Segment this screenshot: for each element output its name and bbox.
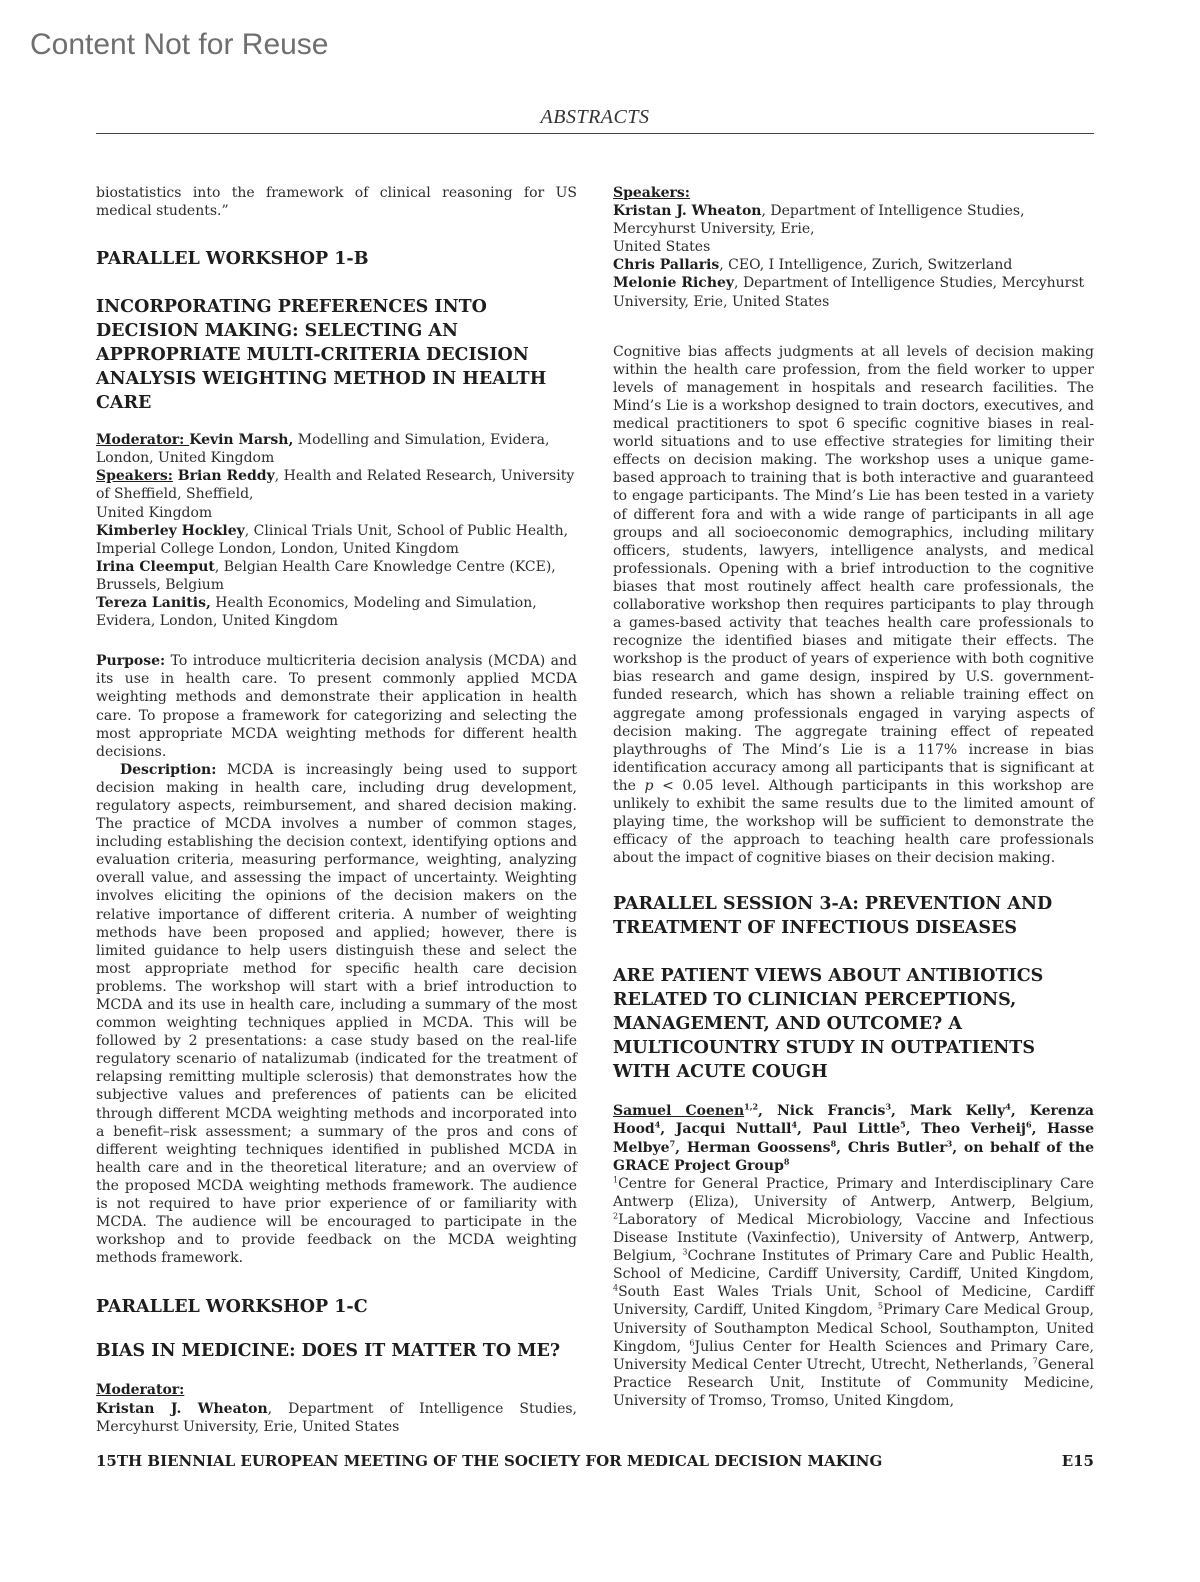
intro-tail: biostatistics into the framework of clinical reasoning for US medical students.” bbox=[96, 185, 577, 220]
speaker-name: Brian Reddy bbox=[172, 468, 275, 485]
author-affiliation-marker: 8 bbox=[830, 1137, 837, 1148]
author-affiliation-marker: 6 bbox=[1025, 1119, 1032, 1130]
author-affiliation-marker: 3 bbox=[946, 1137, 953, 1148]
speakers-label: Speakers: bbox=[96, 468, 173, 485]
p-value-symbol: p bbox=[644, 777, 654, 794]
header-rule bbox=[96, 133, 1094, 134]
moderator-affiliation: , Department of Intelligence Studies, Mercyhurst University, Erie, United States bbox=[96, 1400, 578, 1435]
author-name: , on behalf of the GRACE Project Group bbox=[613, 1139, 1094, 1174]
author-name: , Kerenza Hood bbox=[613, 1103, 1095, 1138]
affiliation-text: South East Wales Trials Unit, School of Medicine, Cardiff University, Cardiff, United Kingdom, bbox=[613, 1284, 1094, 1319]
left-column bbox=[96, 184, 577, 1436]
workshop-1c-heading: PARALLEL WORKSHOP 1-C bbox=[96, 1297, 368, 1318]
speaker-name: Kimberley Hockley bbox=[96, 522, 245, 539]
workshop-1c-moderator bbox=[96, 1381, 577, 1435]
affiliation-marker: 4 bbox=[613, 1283, 619, 1293]
workshop-1b-title: INCORPORATING PREFERENCES INTO DECISION MAKING: SELECTING AN APPROPRIATE MULTI-CRITERIA DECISION ANALYSIS WEIGHTING METHOD IN HEALTH CARE bbox=[96, 297, 547, 414]
author-affiliation-marker: 4 bbox=[1005, 1101, 1011, 1112]
speakers-label: Speakers: bbox=[613, 185, 690, 201]
watermark: Content Not for Reuse bbox=[30, 28, 329, 61]
description-label: Description: bbox=[120, 761, 217, 778]
author-affiliation-marker: 3 bbox=[885, 1101, 892, 1112]
running-head: ABSTRACTS bbox=[540, 106, 650, 128]
footer-page-number: E15 bbox=[1061, 1452, 1094, 1470]
speaker-name: Melonie Richey bbox=[613, 275, 735, 292]
right-column bbox=[613, 184, 1094, 1410]
author-name: Samuel Coenen bbox=[613, 1103, 745, 1120]
workshop-1b-heading: PARALLEL WORKSHOP 1-B bbox=[96, 249, 369, 270]
affiliation-text: General Practice Research Unit, Institute of Community Medicine, University of Tromso, Tromso, United Kingdom, bbox=[613, 1356, 1094, 1409]
speaker-affiliation: , CEO, I Intelligence, Zurich, Switzerland bbox=[719, 257, 1013, 274]
speaker-affiliation: , Health and Related Research, University of Sheffield, Sheffield, bbox=[96, 468, 575, 503]
speaker-name: Tereza Lanitis, bbox=[96, 595, 211, 612]
author-name: , Nick Francis bbox=[758, 1103, 886, 1120]
speaker-affiliation: , Belgian Health Care Knowledge Centre (KCE), Brussels, Belgium bbox=[96, 558, 556, 593]
workshop-1c-title: BIAS IN MEDICINE: DOES IT MATTER TO ME? bbox=[96, 1341, 561, 1362]
affiliation-text: Centre for General Practice, Primary and Interdisciplinary Care Antwerp (Eliza), University of Antwerp, Antwerp, Belgium, bbox=[613, 1175, 1094, 1210]
speaker-affiliation: United Kingdom bbox=[96, 504, 213, 521]
moderator-name: Kristan J. Wheaton bbox=[96, 1400, 268, 1417]
purpose-paragraph bbox=[96, 652, 577, 761]
moderator-label: Moderator: bbox=[96, 432, 190, 449]
affiliation-marker: 7 bbox=[1032, 1356, 1038, 1366]
affiliation-text: Julius Center for Health Sciences and Primary Care, University Medical Center Utrecht, Utrecht, Netherlands, bbox=[613, 1338, 1095, 1373]
author-list bbox=[613, 1102, 1094, 1174]
affiliation-text: Cochrane Institutes of Primary Care and Public Health, School of Medicine, Cardiff University, Cardiff, United Kingdom, bbox=[613, 1248, 1094, 1283]
author-name: , Hasse Melbye bbox=[613, 1121, 1095, 1156]
speaker-affiliation: , Department of Intelligence Studies, Mercyhurst University, Erie, United States bbox=[613, 275, 1085, 310]
affiliation-marker: 3 bbox=[682, 1247, 688, 1257]
speaker-affiliation: Health Economics, Modeling and Simulation, Evidera, London, United Kingdom bbox=[96, 595, 537, 630]
purpose-label: Purpose: bbox=[96, 653, 166, 670]
speaker-affiliation: United States bbox=[613, 239, 711, 256]
author-affiliation-marker: 8 bbox=[783, 1156, 790, 1166]
moderator-label: Moderator: bbox=[96, 1382, 185, 1399]
speaker-affiliation: , Clinical Trials Unit, School of Public Health, Imperial College London, London, United Kingdom bbox=[96, 522, 569, 557]
affiliation-marker: 6 bbox=[689, 1337, 695, 1347]
workshop-1c-body bbox=[613, 343, 1094, 868]
session-3a-heading: PARALLEL SESSION 3-A: PREVENTION AND TREATMENT OF INFECTIOUS DISEASES bbox=[613, 894, 1053, 939]
author-name: , Jacqui Nuttall bbox=[660, 1121, 792, 1138]
author-name: , Paul Little bbox=[797, 1121, 901, 1138]
affiliation-list bbox=[613, 1175, 1094, 1410]
author-affiliation-marker: 4 bbox=[654, 1119, 661, 1130]
affiliation-text: Primary Care Medical Group, University of Southampton Medical School, Southampton, United Kingdom, bbox=[613, 1302, 1094, 1355]
workshop-1b-people bbox=[96, 431, 577, 630]
speaker-name: Kristan J. Wheaton bbox=[613, 203, 762, 220]
moderator-affiliation: Modelling and Simulation, Evidera, London, United Kingdom bbox=[96, 432, 550, 467]
author-name: , Herman Goossens bbox=[675, 1139, 831, 1156]
moderator-name: Kevin Marsh, bbox=[189, 432, 294, 449]
affiliation-text: Laboratory of Medical Microbiology, Vaccine and Infectious Disease Institute (Vaxinfectio), University of Antwerp, Antwerp, Belgium, bbox=[613, 1211, 1094, 1265]
author-name: , Chris Butler bbox=[836, 1139, 947, 1156]
description-text: MCDA is increasingly being used to support decision making in health care, including drug development, regulatory aspects, reimbursement, and shared decision making. The practice of MCDA involves a number of common stages, including establishing the decision context, identifying options and evaluation criteria, measuring performance, weighting, analyzing overall value, and assessing the impact of uncertainty. Weighting involves eliciting the opinions of the decision makers on the relative importance of different criteria. A number of weighting methods have been proposed and applied; however, there is limited guidance to help users distinguish these and select the most appropriate method for specific health care decision problems. The workshop will start with a brief introduction to MCDA and its use in health care, including a summary of the most common weighting techniques applied in MCDA. This will be followed by 2 presentations: a case study based on the real-life regulatory scenario of natalizumab (indicated for the treatment of relapsing remitting multiple sclerosis) that demonstrates how the subjective values and preferences of patients can be elicited through different MCDA weighting methods and incorporated into a benefit–risk assessment; a summary of the pros and cons of different weighting techniques identified in published MCDA in health care and in the theoretical literature; and an overview of the proposed MCDA weighting methods framework. The audience is not required to have prior experience of or familiarity with MCDA. The audience will be encouraged to participate in the workshop and to provide feedback on the MCDA weighting methods framework. bbox=[96, 761, 577, 1267]
author-name: , Mark Kelly bbox=[891, 1103, 1006, 1120]
footer-meeting-title: 15TH BIENNIAL EUROPEAN MEETING OF THE SOCIETY FOR MEDICAL DECISION MAKING bbox=[96, 1452, 883, 1470]
body-text: < 0.05 level. Although participants in this workshop are unlikely to exhibit the same results due to the limited amount of playing time, the workshop will be sufficient to demonstrate the efficacy of the approach to teaching health care professionals about the impact of cognitive biases on their decision making. bbox=[613, 777, 1094, 867]
author-name: , Theo Verheij bbox=[905, 1121, 1026, 1138]
purpose-text: To introduce multicriteria decision analysis (MCDA) and its use in health care. To present commonly applied MCDA weighting methods and demonstrate their application in health care. To propose a framework for categorizing and selecting the most appropriate MCDA weighting methods for different health decisions. bbox=[96, 653, 577, 760]
workshop-1c-speakers bbox=[613, 184, 1094, 311]
author-affiliation-marker: 1,2 bbox=[744, 1101, 759, 1112]
speaker-name: Chris Pallaris bbox=[613, 257, 720, 274]
speaker-affiliation: , Department of Intelligence Studies, Mercyhurst University, Erie, bbox=[613, 203, 1025, 238]
author-affiliation-marker: 7 bbox=[669, 1137, 676, 1148]
session-3a-title: ARE PATIENT VIEWS ABOUT ANTIBIOTICS RELATED TO CLINICIAN PERCEPTIONS, MANAGEMENT, AND OUTCOME? A MULTICOUNTRY STUDY IN OUTPATIENTS WITH ACUTE COUGH bbox=[613, 966, 1044, 1083]
author-affiliation-marker: 4 bbox=[791, 1119, 798, 1130]
speaker-name: Irina Cleemput bbox=[96, 558, 215, 575]
affiliation-marker: 1 bbox=[613, 1175, 619, 1185]
affiliation-marker: 5 bbox=[877, 1301, 883, 1311]
body-text: Cognitive bias affects judgments at all levels of decision making within the health care profession, from the field worker to upper levels of management in hospitals and research facilities. The Mind’s Lie is a workshop designed to train doctors, executives, and medical practitioners to spot 6 specific cognitive biases in real-world situations and to use effective strategies for limiting their effects on decision making. The workshop uses a unique game-based approach to training that is both interactive and guaranteed to engage participants. The Mind’s Lie has been tested in a variety of different fora and with a wide range of participants in all age groups and all socioeconomic demographics, including military officers, students, lawyers, intelligence analysts, and medical professionals. Opening with a brief introduction to the cognitive biases that most routinely affect health care professionals, the collaborative workshop then requires participants to play through a games-based activity that teaches health care professionals to recognize the identified biases and mitigate their effects. The workshop is the product of years of experience with both cognitive bias research and game design, inspired by U.S. government-funded research, which has shown a reliable training effect on aggregate among professionals engaged in varying aspects of decision making. The aggregate training effect of repeated playthroughs of The Mind’s Lie is a 117% increase in bias identification accuracy among all participants that is significant at the bbox=[613, 343, 1094, 794]
affiliation-marker: 2 bbox=[613, 1211, 619, 1221]
description-paragraph bbox=[96, 761, 577, 1268]
author-affiliation-marker: 5 bbox=[900, 1119, 906, 1130]
